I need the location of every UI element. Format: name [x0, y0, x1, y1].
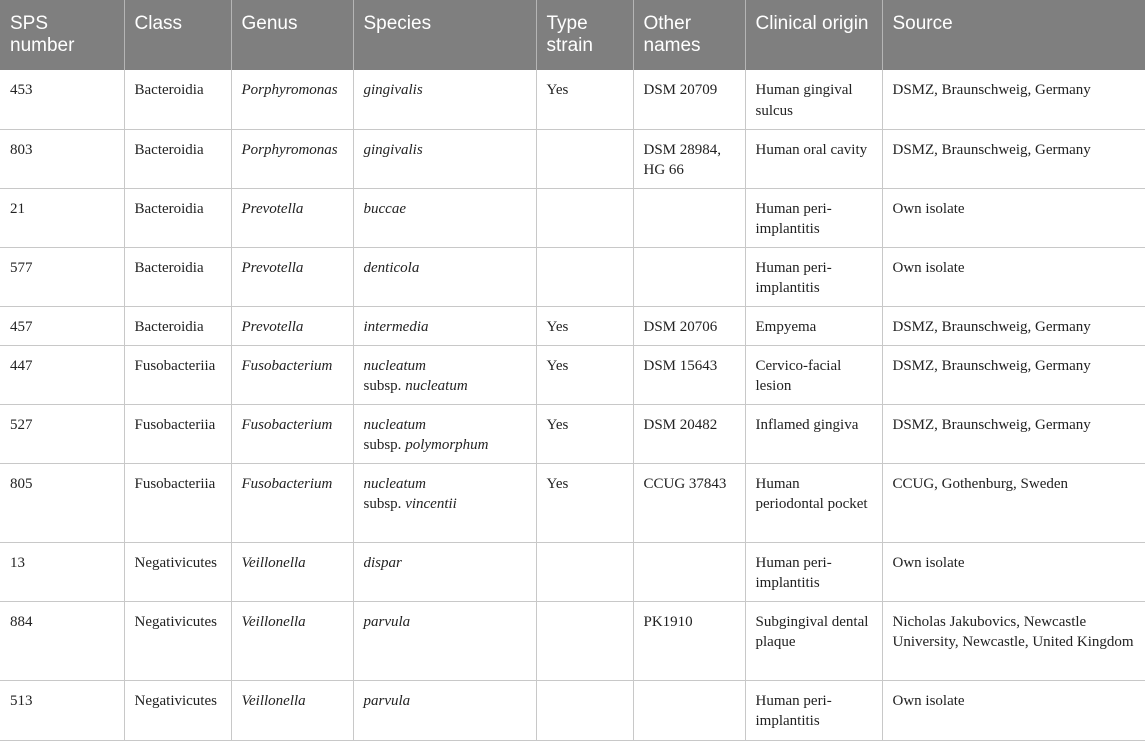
- cell-genus: [231, 247, 353, 306]
- cell-species: [353, 306, 536, 345]
- cell-sps-number: 803: [0, 129, 124, 188]
- cell-type-strain: Yes: [536, 404, 633, 463]
- cell-species: [353, 680, 536, 740]
- genus-text: Veillonella: [241, 613, 306, 630]
- cell-other-names: [633, 188, 745, 247]
- header-species: Species: [353, 0, 536, 70]
- cell-clinical-origin: Human peri-implantitis: [745, 680, 882, 740]
- genus-text: Veillonella: [241, 692, 306, 709]
- cell-sps-number: 513: [0, 680, 124, 740]
- cell-source: DSMZ, Braunschweig, Germany: [882, 306, 1145, 345]
- cell-genus: [231, 404, 353, 463]
- table-header: [0, 0, 1145, 70]
- header-type-strain: Type strain: [536, 0, 633, 70]
- table-row: [0, 70, 1145, 129]
- table-row: [0, 542, 1145, 601]
- cell-class: Fusobacteriia: [124, 463, 231, 542]
- species-text: buccae: [363, 200, 406, 217]
- cell-other-names: [633, 247, 745, 306]
- cell-sps-number: 884: [0, 601, 124, 680]
- cell-source: DSMZ, Braunschweig, Germany: [882, 129, 1145, 188]
- cell-class: Bacteroidia: [124, 247, 231, 306]
- cell-sps-number: 447: [0, 345, 124, 404]
- subspecies-prefix: subsp.: [363, 378, 402, 394]
- cell-class: Negativicutes: [124, 542, 231, 601]
- cell-genus: [231, 680, 353, 740]
- cell-species: [353, 129, 536, 188]
- cell-sps-number: 457: [0, 306, 124, 345]
- cell-other-names: DSM 20706: [633, 306, 745, 345]
- species-text: gingivalis: [363, 82, 423, 98]
- cell-genus: [231, 345, 353, 404]
- cell-type-strain: [536, 188, 633, 247]
- cell-sps-number: 527: [0, 404, 124, 463]
- table-row: [0, 404, 1145, 463]
- cell-clinical-origin: Empyema: [745, 306, 882, 345]
- cell-type-strain: [536, 129, 633, 188]
- cell-clinical-origin: Inflamed gingiva: [745, 404, 882, 463]
- header-class: Class: [124, 0, 231, 70]
- cell-class: Bacteroidia: [124, 70, 231, 129]
- header-other-names: Other names: [633, 0, 745, 70]
- cell-class: Negativicutes: [124, 601, 231, 680]
- genus-text: Prevotella: [241, 200, 304, 217]
- subspecies-prefix: subsp.: [363, 496, 402, 512]
- header-row: [0, 0, 1145, 70]
- genus-text: Porphyromonas: [241, 82, 338, 98]
- header-sps-number: SPS number: [10, 13, 75, 56]
- cell-type-strain: [536, 247, 633, 306]
- genus-text: Fusobacterium: [241, 475, 333, 492]
- cell-class: Fusobacteriia: [124, 404, 231, 463]
- cell-class: Bacteroidia: [124, 129, 231, 188]
- table-body: [0, 70, 1145, 740]
- table-row: [0, 306, 1145, 345]
- subspecies-text: vincentii: [405, 496, 457, 512]
- cell-species: [353, 542, 536, 601]
- genus-text: Porphyromonas: [241, 141, 338, 158]
- cell-species: [353, 188, 536, 247]
- species-text: parvula: [363, 613, 411, 630]
- table-row: [0, 680, 1145, 740]
- cell-clinical-origin: Human oral cavity: [745, 129, 882, 188]
- species-text: nucleatum: [363, 357, 426, 374]
- cell-genus: [231, 188, 353, 247]
- cell-genus: [231, 463, 353, 542]
- table-row: [0, 601, 1145, 680]
- cell-other-names: [633, 680, 745, 740]
- cell-source: Own isolate: [882, 542, 1145, 601]
- cell-source: Own isolate: [882, 247, 1145, 306]
- table-row: [0, 129, 1145, 188]
- species-text: nucleatum: [363, 475, 426, 492]
- cell-species: [353, 247, 536, 306]
- species-text: nucleatum: [363, 416, 426, 433]
- cell-class: Bacteroidia: [124, 306, 231, 345]
- cell-species: [353, 404, 536, 463]
- genus-text: Fusobacterium: [241, 416, 333, 433]
- cell-genus: [231, 70, 353, 129]
- cell-clinical-origin: Cervico-facial lesion: [745, 345, 882, 404]
- table-row: [0, 345, 1145, 404]
- cell-source: Nicholas Jakubovics, Newcastle University, Newcastle, United Kingdom: [882, 601, 1145, 680]
- cell-type-strain: Yes: [536, 306, 633, 345]
- cell-type-strain: Yes: [536, 463, 633, 542]
- cell-type-strain: Yes: [536, 345, 633, 404]
- species-text: gingivalis: [363, 141, 423, 158]
- cell-sps-number: 577: [0, 247, 124, 306]
- cell-source: DSMZ, Braunschweig, Germany: [882, 70, 1145, 129]
- cell-source: Own isolate: [882, 680, 1145, 740]
- header-source: Source: [882, 0, 1145, 70]
- cell-type-strain: [536, 601, 633, 680]
- species-text: dispar: [363, 554, 402, 571]
- genus-text: Fusobacterium: [241, 357, 333, 374]
- cell-clinical-origin: Human periodontal pocket: [745, 463, 882, 542]
- cell-class: Bacteroidia: [124, 188, 231, 247]
- species-text: intermedia: [363, 318, 429, 335]
- header-clinical-origin: Clinical origin: [745, 0, 882, 70]
- cell-source: DSMZ, Braunschweig, Germany: [882, 345, 1145, 404]
- cell-genus: [231, 542, 353, 601]
- cell-genus: [231, 601, 353, 680]
- cell-other-names: DSM 28984, HG 66: [633, 129, 745, 188]
- cell-species: [353, 70, 536, 129]
- cell-sps-number: 805: [0, 463, 124, 542]
- subspecies-text: polymorphum: [405, 437, 489, 453]
- header-genus: Genus: [231, 0, 353, 70]
- cell-type-strain: [536, 542, 633, 601]
- cell-clinical-origin: Human peri-implantitis: [745, 188, 882, 247]
- table-row: [0, 463, 1145, 542]
- species-text: parvula: [363, 692, 411, 709]
- cell-clinical-origin: Human peri-implantitis: [745, 247, 882, 306]
- cell-genus: [231, 129, 353, 188]
- cell-class: Fusobacteriia: [124, 345, 231, 404]
- cell-other-names: PK1910: [633, 601, 745, 680]
- cell-other-names: DSM 15643: [633, 345, 745, 404]
- cell-species: [353, 345, 536, 404]
- cell-type-strain: [536, 680, 633, 740]
- cell-type-strain: Yes: [536, 70, 633, 129]
- cell-class: Negativicutes: [124, 680, 231, 740]
- cell-other-names: DSM 20482: [633, 404, 745, 463]
- cell-species: [353, 463, 536, 542]
- cell-species: [353, 601, 536, 680]
- genus-text: Prevotella: [241, 259, 304, 276]
- genus-text: Prevotella: [241, 318, 304, 335]
- cell-clinical-origin: Human peri-implantitis: [745, 542, 882, 601]
- cell-clinical-origin: Subgingival dental plaque: [745, 601, 882, 680]
- cell-source: CCUG, Gothenburg, Sweden: [882, 463, 1145, 542]
- cell-other-names: [633, 542, 745, 601]
- cell-genus: [231, 306, 353, 345]
- cell-source: DSMZ, Braunschweig, Germany: [882, 404, 1145, 463]
- cell-source: Own isolate: [882, 188, 1145, 247]
- cell-other-names: CCUG 37843: [633, 463, 745, 542]
- table-row: [0, 247, 1145, 306]
- table-row: [0, 188, 1145, 247]
- species-text: denticola: [363, 259, 420, 276]
- subspecies-prefix: subsp.: [363, 437, 402, 453]
- cell-sps-number: 21: [0, 188, 124, 247]
- cell-clinical-origin: Human gingival sulcus: [745, 70, 882, 129]
- subspecies-text: nucleatum: [405, 378, 468, 394]
- cell-sps-number: 453: [0, 70, 124, 129]
- cell-sps-number: 13: [0, 542, 124, 601]
- cell-other-names: DSM 20709: [633, 70, 745, 129]
- genus-text: Veillonella: [241, 554, 306, 571]
